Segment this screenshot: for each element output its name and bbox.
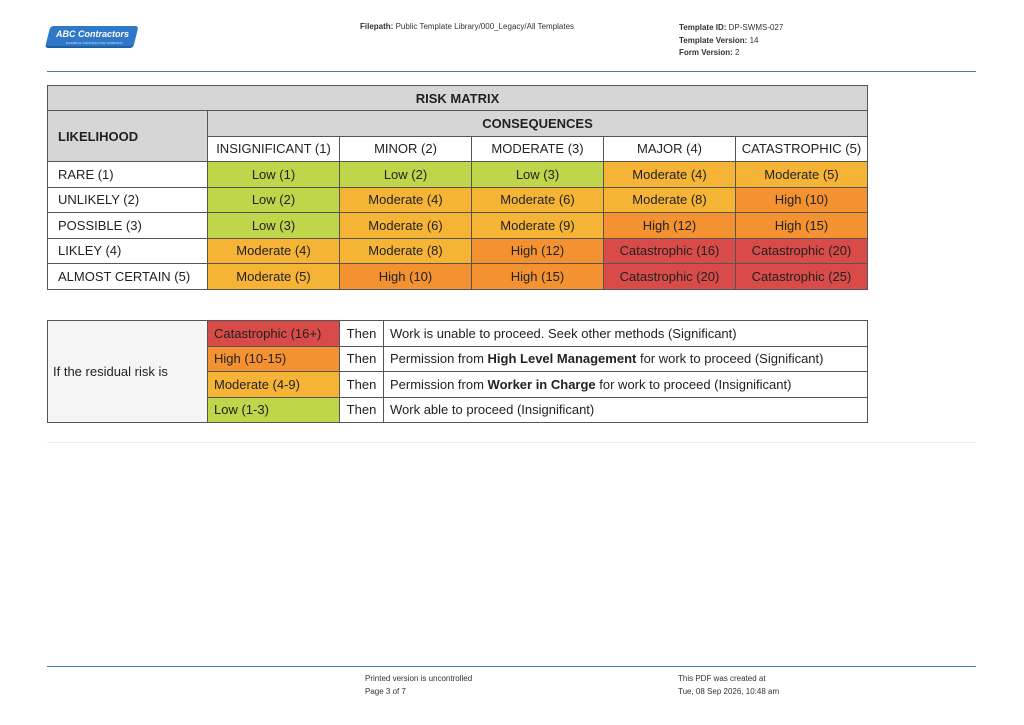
created-label: This PDF was created at [678,674,766,683]
consequences-header: CONSEQUENCES [208,111,868,137]
template-meta [679,22,783,60]
action-text: Work is unable to proceed. Seek other methods (Significant) [390,325,737,341]
action-text: Permission from [390,376,488,392]
residual-action [384,397,868,423]
likelihood-row-header: RARE (1) [48,162,208,188]
likelihood-header: LIKELIHOOD [48,111,208,162]
risk-cell: Catastrophic (20) [604,264,736,290]
footer-divider [47,666,976,667]
risk-cell: Moderate (5) [736,162,868,188]
risk-cell: Moderate (4) [340,187,472,213]
residual-action [384,321,868,347]
matrix-consequences-row [48,111,868,137]
template-version-value: 14 [749,35,759,45]
residual-row [48,321,868,347]
consequence-col-header: MODERATE (3) [472,136,604,162]
form-version-label: Form Version: [679,48,733,57]
consequence-col-header: CATASTROPHIC (5) [736,136,868,162]
residual-level: Low (1-3) [208,397,340,423]
likelihood-row-header: LIKLEY (4) [48,238,208,264]
matrix-row [48,264,868,290]
risk-cell: Low (3) [208,213,340,239]
logo-name: ABC Contractors [56,29,130,39]
matrix-row [48,162,868,188]
created-timestamp: Tue, 08 Sep 2026, 10:48 am [678,686,780,696]
company-logo [48,26,138,52]
matrix-title: RISK MATRIX [48,86,868,111]
risk-cell: Moderate (5) [208,264,340,290]
consequence-col-header: MAJOR (4) [604,136,736,162]
residual-level: Catastrophic (16+) [208,321,340,347]
risk-cell: Catastrophic (20) [736,238,868,264]
filepath [360,22,574,31]
risk-cell: Low (2) [340,162,472,188]
form-version [679,47,783,60]
risk-cell: Moderate (9) [472,213,604,239]
risk-cell: Moderate (8) [604,187,736,213]
content-divider [47,442,976,443]
residual-lead: If the residual risk is [48,321,208,423]
risk-cell: High (12) [472,238,604,264]
matrix-row [48,187,868,213]
template-id-value: DP-SWMS-027 [728,23,784,32]
action-text: for work to proceed (Insignificant) [595,376,792,392]
filepath-label: Filepath: [360,22,394,31]
risk-cell: Low (2) [208,187,340,213]
risk-cell: High (10) [340,264,472,290]
action-text: Permission from [390,351,488,367]
risk-cell: Moderate (6) [472,187,604,213]
then-label: Then [340,397,384,423]
template-version [679,35,783,48]
footer-center [365,673,472,698]
residual-level: High (10-15) [208,346,340,372]
then-label: Then [340,321,384,347]
template-version-label: Template Version: [679,35,748,45]
residual-risk-table [47,320,868,423]
action-authority: High Level Management [487,351,637,367]
action-authority: Worker in Charge [487,376,596,392]
risk-cell: Catastrophic (16) [604,238,736,264]
uncontrolled-notice: Printed version is uncontrolled [365,674,473,683]
likelihood-row-header: ALMOST CERTAIN (5) [48,264,208,290]
risk-cell: High (15) [736,213,868,239]
then-label: Then [340,372,384,398]
risk-cell: High (12) [604,213,736,239]
matrix-row [48,238,868,264]
consequence-col-header: MINOR (2) [340,136,472,162]
likelihood-row-header: POSSIBLE (3) [48,213,208,239]
risk-matrix-table [47,85,868,290]
risk-cell: Moderate (8) [340,238,472,264]
risk-cell: Moderate (4) [604,162,736,188]
risk-cell: Low (1) [208,162,340,188]
matrix-title-row [48,86,868,111]
residual-action [384,372,868,398]
footer-right [678,673,779,698]
risk-cell: Moderate (6) [340,213,472,239]
then-label: Then [340,346,384,372]
risk-cell: Catastrophic (25) [736,264,868,290]
risk-cell: High (15) [472,264,604,290]
logo-tagline: EXAMPLE CONTRACTOR COMPANY [66,41,124,45]
page-number: Page 3 of 7 [365,686,406,696]
template-id-label: Template ID: [679,23,727,32]
matrix-row [48,213,868,239]
header-divider [47,71,976,72]
consequence-col-header: INSIGNIFICANT (1) [208,136,340,162]
template-id [679,22,783,35]
risk-cell: Low (3) [472,162,604,188]
residual-action [384,346,868,372]
form-version-value: 2 [735,48,740,57]
risk-cell: High (10) [736,187,868,213]
likelihood-row-header: UNLIKELY (2) [48,187,208,213]
action-text: for work to proceed (Significant) [636,351,824,367]
residual-level: Moderate (4-9) [208,372,340,398]
action-text: Work able to proceed (Insignificant) [390,402,595,418]
risk-cell: Moderate (4) [208,238,340,264]
filepath-value: Public Template Library/000_Legacy/All Templates [395,22,575,31]
